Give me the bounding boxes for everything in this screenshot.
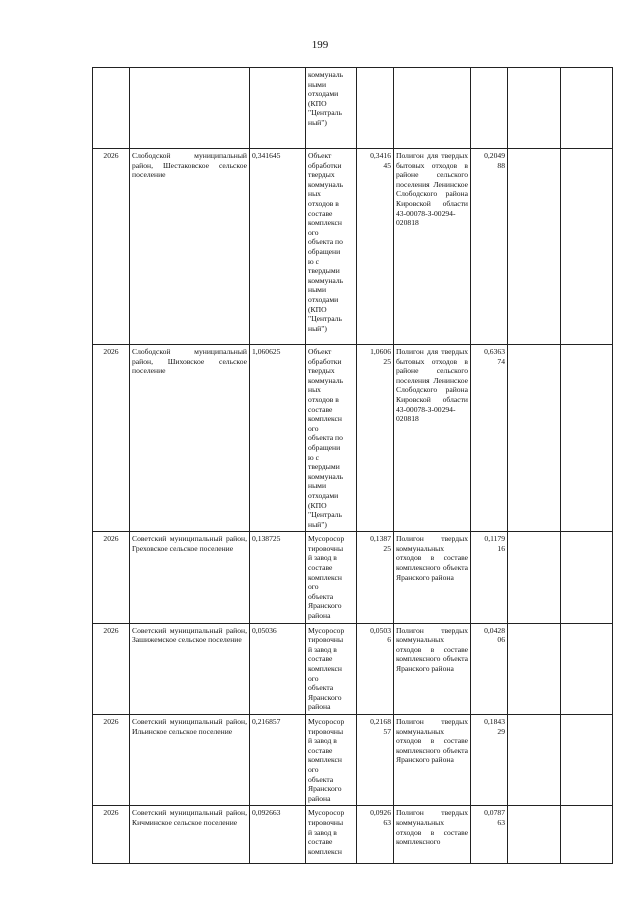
destination-volume-cell <box>471 68 508 149</box>
object-volume-cell <box>357 623 394 714</box>
treatment-object-cell-text: Объект обработки твердых коммуналь ных отходов в составе комплексн ого объекта по обращени ю с твердыми коммуналь ными отходами (КПО "Централь ный") <box>308 151 344 333</box>
treatment-object-cell <box>306 149 357 345</box>
treatment-object-cell <box>306 68 357 149</box>
extra-cell-2 <box>561 68 613 149</box>
object-volume-cell <box>357 345 394 532</box>
extra-cell-2 <box>561 345 613 532</box>
volume-cell-text: 0,216857 <box>252 716 281 726</box>
treatment-object-cell <box>306 532 357 623</box>
year-cell-text: 2026 <box>103 534 119 544</box>
treatment-object-cell <box>306 714 357 805</box>
extra-cell-1 <box>508 532 561 623</box>
object-volume-cell <box>357 714 394 805</box>
municipality-cell <box>130 345 250 532</box>
treatment-object-cell-text: Мусоросор тировочны й завод в составе комплексн <box>308 808 345 856</box>
destination-volume-cell <box>471 806 508 864</box>
extra-cell-1 <box>508 623 561 714</box>
year-cell <box>93 345 130 532</box>
year-cell-text: 2026 <box>103 151 119 160</box>
destination-cell <box>394 532 471 623</box>
table-row <box>93 532 613 623</box>
destination-cell <box>394 806 471 864</box>
volume-cell-text: 0,092663 <box>252 808 281 818</box>
year-cell <box>93 68 130 149</box>
destination-cell-text: Полигон твердых коммунальных отходов в составе комплексного <box>396 808 468 847</box>
table-row <box>93 68 613 149</box>
destination-volume-cell <box>471 714 508 805</box>
extra-cell-2 <box>561 532 613 623</box>
waste-flow-table <box>92 67 613 864</box>
municipality-cell-text: Слободской муниципальный район, Шиховское сельское поселение <box>132 347 247 376</box>
object-volume-cell <box>357 149 394 345</box>
destination-cell <box>394 623 471 714</box>
object-volume-cell <box>357 806 394 864</box>
destination-volume-cell <box>471 532 508 623</box>
municipality-cell <box>130 623 250 714</box>
extra-cell-1 <box>508 714 561 805</box>
destination-volume-cell-text: 0,1179 16 <box>484 534 505 553</box>
destination-cell-text: Полигон для твердых бытовых отходов в районе сельского поселения Ленинское Слободского района Кировской области 43-00078-З-00294-020818 <box>396 347 468 424</box>
treatment-object-cell-text: Мусоросор тировочны й завод в составе комплексн ого объекта Яранского района <box>308 716 345 803</box>
destination-volume-cell-text: 0,6363 74 <box>484 347 505 366</box>
year-cell <box>93 806 130 864</box>
volume-cell-text: 0,341645 <box>252 151 281 160</box>
municipality-cell-text: Советский муниципальный район, Ильинское сельское поселение <box>132 716 247 736</box>
municipality-cell-text: Советский муниципальный район, Греховское сельское поселение <box>132 534 247 553</box>
volume-cell <box>250 806 306 864</box>
table-row <box>93 623 613 714</box>
object-volume-cell-text: 1,0606 25 <box>370 347 391 366</box>
treatment-object-cell-text: Мусоросор тировочны й завод в составе комплексн ого объекта Яранского района <box>308 534 345 621</box>
destination-cell-text: Полигон для твердых бытовых отходов в районе сельского поселения Ленинское Слободского района Кировской области 43-00078-З-00294-020818 <box>396 151 468 228</box>
destination-volume-cell-text: 0,0428 06 <box>484 625 505 645</box>
volume-cell <box>250 714 306 805</box>
year-cell-text: 2026 <box>103 716 119 726</box>
object-volume-cell-text: 0,2168 57 <box>370 716 391 736</box>
municipality-cell-text: Советский муниципальный район, Кичминское сельское поселение <box>132 808 247 827</box>
year-cell <box>93 714 130 805</box>
year-cell-text: 2026 <box>103 347 119 356</box>
table-body <box>93 68 613 864</box>
destination-cell-text: Полигон твердых коммунальных отходов в составе комплексного объекта Яранского района <box>396 625 468 673</box>
volume-cell <box>250 345 306 532</box>
municipality-cell <box>130 806 250 864</box>
destination-volume-cell <box>471 623 508 714</box>
year-cell <box>93 149 130 345</box>
volume-cell <box>250 68 306 149</box>
destination-cell <box>394 68 471 149</box>
extra-cell-1 <box>508 68 561 149</box>
year-cell <box>93 623 130 714</box>
object-volume-cell <box>357 68 394 149</box>
destination-volume-cell-text: 0,0787 63 <box>484 808 505 827</box>
municipality-cell <box>130 714 250 805</box>
volume-cell-text: 0,05036 <box>252 625 277 635</box>
object-volume-cell-text: 0,0503 6 <box>370 625 391 645</box>
volume-cell-text: 1,060625 <box>252 347 281 356</box>
extra-cell-2 <box>561 714 613 805</box>
table-row <box>93 714 613 805</box>
object-volume-cell-text: 0,0926 63 <box>370 808 391 827</box>
municipality-cell-text: Слободской муниципальный район, Шестаковское сельское поселение <box>132 151 247 180</box>
treatment-object-cell-text: Мусоросор тировочны й завод в составе комплексн ого объекта Яранского района <box>308 625 345 712</box>
destination-volume-cell <box>471 345 508 532</box>
volume-cell-text: 0,138725 <box>252 534 281 544</box>
extra-cell-2 <box>561 806 613 864</box>
municipality-cell <box>130 68 250 149</box>
extra-cell-2 <box>561 149 613 345</box>
municipality-cell-text: Советский муниципальный район, Зашижемское сельское поселение <box>132 625 247 645</box>
volume-cell <box>250 149 306 345</box>
table-row <box>93 806 613 864</box>
destination-volume-cell-text: 0,2049 88 <box>484 151 505 170</box>
destination-cell <box>394 345 471 532</box>
treatment-object-cell <box>306 623 357 714</box>
treatment-object-cell <box>306 345 357 532</box>
extra-cell-1 <box>508 345 561 532</box>
volume-cell <box>250 532 306 623</box>
municipality-cell <box>130 532 250 623</box>
treatment-object-cell-text: коммуналь ными отходами (КПО "Централь ный") <box>308 70 344 127</box>
extra-cell-1 <box>508 149 561 345</box>
year-cell-text: 2026 <box>103 808 119 818</box>
object-volume-cell <box>357 532 394 623</box>
municipality-cell <box>130 149 250 345</box>
volume-cell <box>250 623 306 714</box>
table-row <box>93 149 613 345</box>
year-cell <box>93 532 130 623</box>
extra-cell-2 <box>561 623 613 714</box>
object-volume-cell-text: 0,3416 45 <box>370 151 391 170</box>
object-volume-cell-text: 0,1387 25 <box>370 534 391 553</box>
destination-volume-cell-text: 0,1843 29 <box>484 716 505 736</box>
destination-cell <box>394 149 471 345</box>
extra-cell-1 <box>508 806 561 864</box>
table-row <box>93 345 613 532</box>
destination-cell-text: Полигон твердых коммунальных отходов в составе комплексного объекта Яранского района <box>396 534 468 582</box>
page-number: 199 <box>311 39 329 51</box>
treatment-object-cell <box>306 806 357 864</box>
treatment-object-cell-text: Объект обработки твердых коммуналь ных отходов в составе комплексн ого объекта по обращени ю с твердыми коммуналь ными отходами (КПО "Централь ный") <box>308 347 344 529</box>
destination-volume-cell <box>471 149 508 345</box>
destination-cell <box>394 714 471 805</box>
year-cell-text: 2026 <box>103 625 119 635</box>
destination-cell-text: Полигон твердых коммунальных отходов в составе комплексного объекта Яранского района <box>396 716 468 765</box>
